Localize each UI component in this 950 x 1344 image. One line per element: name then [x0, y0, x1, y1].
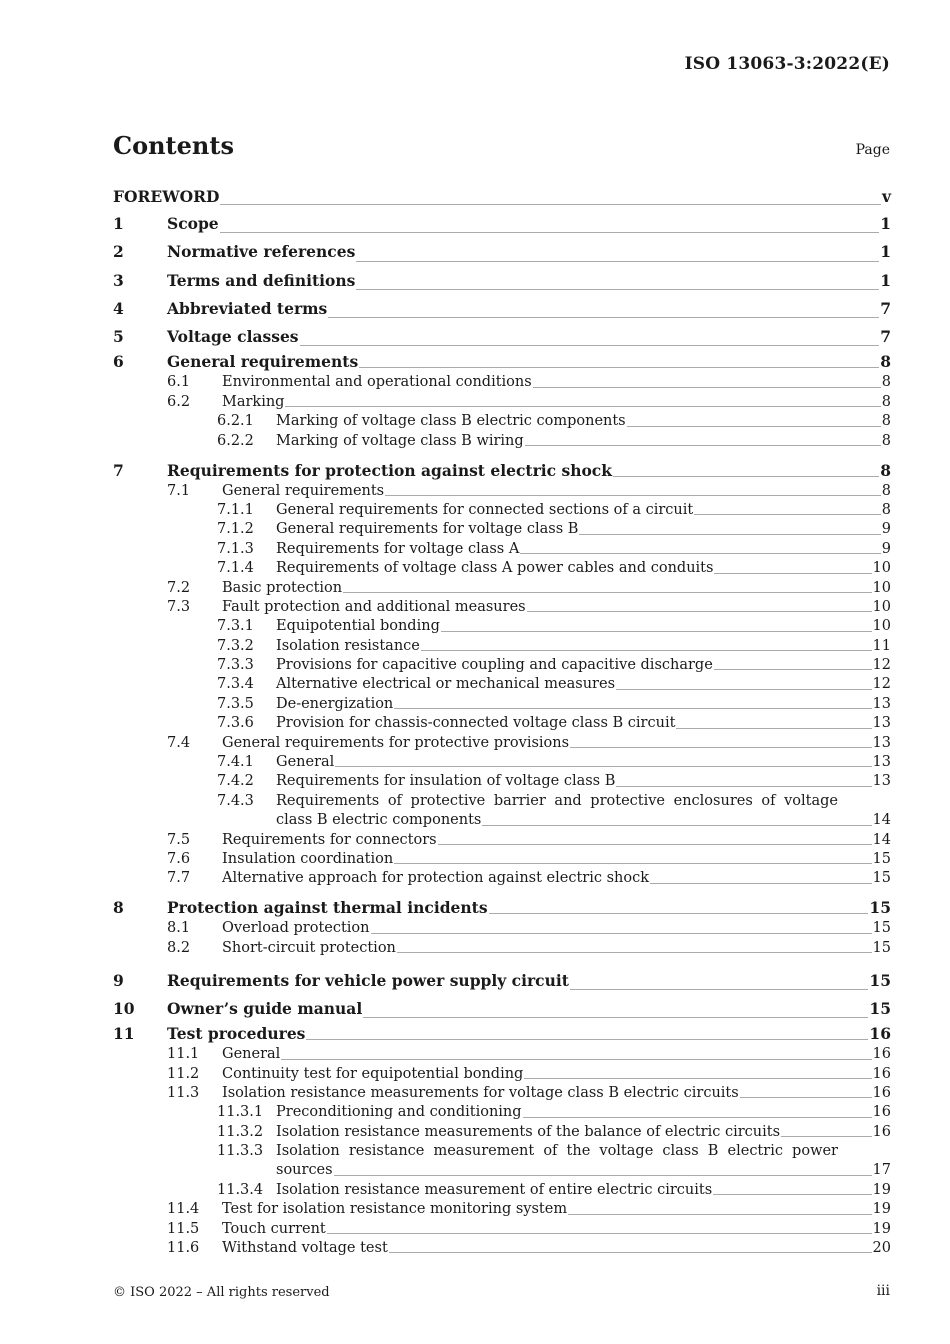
toc-entry-title: FOREWORD [113, 187, 220, 206]
toc-entry[interactable] [113, 482, 891, 501]
toc-entry[interactable] [113, 323, 891, 351]
toc-entry-title: Test procedures [167, 1024, 306, 1044]
toc-entry-number: 7.4 [167, 734, 191, 751]
toc-entry-number: 9 [113, 970, 124, 990]
toc-leader-dots [482, 825, 871, 826]
toc-leader-dots [713, 1194, 871, 1195]
toc-leader-dots [397, 952, 872, 953]
toc-leader-dots [389, 1252, 872, 1253]
toc-entry-title: Requirements for vehicle power supply circuit [167, 970, 569, 990]
toc-entry-number: 7.3.5 [217, 695, 254, 712]
toc-entry-number: 11.3.3 [217, 1143, 264, 1160]
toc-entry-title: General requirements for voltage class B [276, 521, 579, 538]
toc-entry-number: 6.1 [167, 374, 191, 391]
toc-leader-dots [220, 232, 880, 233]
toc-entry-number: 11.3.1 [217, 1104, 264, 1121]
toc-leader-dots [520, 553, 880, 554]
toc-entry[interactable] [113, 351, 891, 373]
toc-entry-page: 19 [872, 1181, 891, 1198]
toc-entry-title: Marking of voltage class B wiring [276, 432, 524, 449]
toc-entry-title: Overload protection [222, 920, 370, 937]
toc-leader-dots [343, 592, 871, 593]
toc-entry-number: 7.4.3 [217, 792, 254, 809]
toc-entry-title: Provision for chassis-connected voltage class B circuit [276, 715, 676, 732]
toc-entry-title: Alternative electrical or mechanical measures [276, 676, 616, 693]
toc-entry-title: Provisions for capacitive coupling and capacitive discharge [276, 657, 713, 674]
toc-leader-dots [327, 1233, 872, 1234]
toc-entry[interactable] [113, 695, 891, 714]
toc-leader-dots [300, 345, 880, 346]
toc-leader-dots [781, 1136, 872, 1137]
toc-entry[interactable] [113, 1045, 891, 1064]
toc-entry[interactable] [113, 869, 891, 888]
toc-entry-title: General [276, 754, 335, 771]
toc-entry-number: 7.3.2 [217, 637, 254, 654]
toc-entry-page: 8 [881, 501, 891, 518]
toc-entry-title: Voltage classes [167, 327, 299, 347]
toc-entry-number: 7.1.1 [217, 501, 254, 518]
toc-entry-number: 7.7 [167, 870, 191, 887]
toc-leader-dots [421, 650, 872, 651]
toc-leader-dots [385, 495, 881, 496]
toc-entry[interactable] [113, 1023, 891, 1045]
toc-leader-dots [359, 367, 879, 368]
toc-entry-page: 10 [872, 560, 891, 577]
toc-leader-dots [714, 669, 872, 670]
toc-entry-title: Alternative approach for protection against electric shock [222, 870, 649, 887]
toc-entry-title-continued: sources [276, 1162, 333, 1179]
toc-entry-number: 7.3.6 [217, 715, 254, 732]
toc-entry-page: 16 [872, 1084, 891, 1101]
toc-entry[interactable] [113, 520, 891, 539]
toc-entry-page: 16 [872, 1123, 891, 1140]
toc-entry[interactable] [113, 1220, 891, 1239]
toc-entry-page: 13 [872, 715, 891, 732]
toc-entry-page: 7 [880, 327, 891, 347]
toc-entry-page: 9 [881, 521, 891, 538]
toc-entry-number: 11.6 [167, 1240, 200, 1257]
toc-entry-title: Isolation resistance measurements for voltage class B electric circuits [222, 1084, 739, 1101]
toc-entry-page: 16 [872, 1104, 891, 1121]
toc-entry[interactable] [113, 850, 891, 869]
toc-leader-dots [570, 747, 871, 748]
toc-entry-number: 8.1 [167, 920, 191, 937]
contents-title: Contents [113, 131, 234, 160]
toc-entry-number: 6.2 [167, 393, 191, 410]
toc-entry-page: 8 [881, 374, 891, 391]
toc-entry-title: Requirements for protection against electric shock [167, 460, 612, 480]
toc-entry-number: 7.1.3 [217, 540, 254, 557]
toc-entry[interactable] [113, 1181, 891, 1200]
toc-entry-number: 11 [113, 1024, 135, 1044]
toc-entry-number: 7.1 [167, 482, 191, 499]
toc-entry-title: Owner’s guide manual [167, 998, 363, 1018]
toc-entry[interactable] [113, 617, 891, 636]
toc-entry-page: 7 [880, 298, 891, 318]
toc-entry-page: 16 [869, 1024, 891, 1044]
toc-entry-title: Continuity test for equipotential bonding [222, 1065, 524, 1082]
toc-entry-page: 13 [872, 695, 891, 712]
toc-leader-dots [524, 1078, 871, 1079]
toc-entry-title: Abbreviated terms [167, 298, 328, 318]
toc-entry-title: Requirements of protective barrier and protective enclosures of voltage [276, 792, 838, 809]
toc-entry[interactable] [113, 714, 891, 733]
toc-entry[interactable] [113, 184, 891, 210]
toc-entry[interactable] [113, 1123, 891, 1142]
toc-entry[interactable] [113, 210, 891, 238]
toc-entry[interactable] [113, 501, 891, 520]
toc-entry-page: 13 [872, 754, 891, 771]
toc-entry-page: 8 [881, 393, 891, 410]
toc-entry-title: General [222, 1046, 281, 1063]
toc-entry-page: 13 [872, 773, 891, 790]
toc-entry-page: 1 [880, 270, 891, 290]
toc-entry-number: 11.4 [167, 1201, 200, 1218]
toc-entry-page: 10 [872, 618, 891, 635]
toc-entry-title: Short-circuit protection [222, 939, 396, 956]
toc-entry-title-continued: class B electric components [276, 812, 482, 829]
toc-entry[interactable] [113, 919, 891, 938]
toc-leader-dots [285, 406, 880, 407]
toc-entry[interactable] [113, 831, 891, 850]
toc-entry-page: 15 [869, 998, 891, 1018]
toc-leader-dots [527, 611, 872, 612]
toc-leader-dots [441, 631, 872, 632]
toc-entry-number: 5 [113, 327, 124, 347]
toc-leader-dots [650, 883, 872, 884]
toc-leader-dots [676, 728, 871, 729]
toc-entry-number: 7.4.2 [217, 773, 254, 790]
toc-entry-title: General requirements for protective provisions [222, 734, 570, 751]
toc-entry[interactable] [113, 1142, 891, 1181]
toc-entry-number: 11.2 [167, 1065, 200, 1082]
toc-entry[interactable] [113, 939, 891, 958]
toc-leader-dots [613, 476, 879, 477]
toc-leader-dots [714, 573, 871, 574]
toc-leader-dots [568, 1214, 871, 1215]
toc-entry-title: De-energization [276, 695, 394, 712]
toc-entry-page: 12 [872, 676, 891, 693]
toc-entry[interactable] [113, 579, 891, 598]
toc-entry-title: Marking [222, 393, 285, 410]
toc-entry-page: 8 [881, 482, 891, 499]
toc-leader-dots [533, 387, 881, 388]
toc-entry-title: Requirements for connectors [222, 831, 437, 848]
toc-entry-title: Equipotential bonding [276, 618, 440, 635]
page-header: ISO 13063-3:2022(E) [684, 54, 890, 74]
toc-entry-title: Environmental and operational conditions [222, 374, 532, 391]
toc-entry[interactable] [113, 393, 891, 412]
toc-leader-dots [523, 1117, 872, 1118]
toc-entry-page: 12 [872, 657, 891, 674]
toc-entry-title: Preconditioning and conditioning [276, 1104, 522, 1121]
toc-entry-page: 15 [872, 870, 891, 887]
toc-entry[interactable] [113, 995, 891, 1023]
toc-entry[interactable] [113, 967, 891, 995]
toc-entry[interactable] [113, 897, 891, 919]
toc-entry[interactable] [113, 1065, 891, 1084]
toc-entry-number: 10 [113, 998, 135, 1018]
toc-entry-page: 8 [881, 413, 891, 430]
toc-entry-number: 3 [113, 270, 124, 290]
toc-leader-dots [328, 317, 879, 318]
toc-entry-number: 6.2.1 [217, 413, 254, 430]
toc-entry-title: General requirements for connected sections of a circuit [276, 501, 694, 518]
toc-leader-dots [438, 844, 872, 845]
toc-leader-dots [627, 426, 881, 427]
toc-entry-title: Requirements for insulation of voltage class B [276, 773, 616, 790]
toc-entry-title: Protection against thermal incidents [167, 898, 488, 918]
toc-entry-title: Marking of voltage class B electric components [276, 413, 626, 430]
toc-entry-page: 1 [880, 214, 891, 233]
toc-leader-dots [616, 786, 871, 787]
toc-entry-page: 15 [872, 850, 891, 867]
toc-entry[interactable] [113, 295, 891, 323]
toc-leader-dots [570, 989, 869, 990]
toc-entry-title: General requirements [167, 352, 359, 372]
toc-entry-number: 11.3.2 [217, 1123, 264, 1140]
footer-copyright: © ISO 2022 – All rights reserved [113, 1285, 330, 1300]
toc-entry[interactable] [113, 675, 891, 694]
toc-entry-number: 7.1.4 [217, 560, 254, 577]
toc-entry-number: 8 [113, 898, 124, 918]
toc-entry-page: 10 [872, 579, 891, 596]
table-of-contents [113, 184, 891, 1258]
toc-entry[interactable] [113, 1239, 891, 1258]
toc-entry-number: 8.2 [167, 939, 191, 956]
toc-entry[interactable] [113, 432, 891, 451]
toc-leader-dots [694, 514, 881, 515]
footer-page-number: iii [876, 1283, 890, 1299]
toc-leader-dots [489, 913, 869, 914]
toc-entry-number: 7.2 [167, 579, 191, 596]
toc-entry-page: 1 [880, 242, 891, 262]
toc-entry-title: Fault protection and additional measures [222, 598, 526, 615]
page-column-label: Page [855, 142, 890, 158]
toc-entry[interactable] [113, 1200, 891, 1219]
toc-entry-title: General requirements [222, 482, 385, 499]
toc-entry-number: 6.2.2 [217, 432, 254, 449]
toc-entry-page: 10 [872, 598, 891, 615]
toc-entry[interactable] [113, 267, 891, 295]
toc-entry-title: Isolation resistance measurement of the voltage class B electric power [276, 1143, 838, 1160]
toc-entry-title: Test for isolation resistance monitoring system [222, 1201, 568, 1218]
toc-entry-page: 13 [872, 734, 891, 751]
toc-entry-number: 7.1.2 [217, 521, 254, 538]
toc-entry[interactable] [113, 373, 891, 392]
toc-entry-title: Isolation resistance measurement of entire electric circuits [276, 1181, 713, 1198]
toc-entry-number: 11.3 [167, 1084, 200, 1101]
toc-entry-title: Scope [167, 214, 219, 233]
toc-leader-dots [394, 863, 871, 864]
toc-leader-dots [363, 1017, 868, 1018]
toc-entry-page: 14 [872, 831, 891, 848]
toc-entry-number: 7.3.4 [217, 676, 254, 693]
toc-entry-title: Withstand voltage test [222, 1240, 388, 1257]
toc-entry-page: 15 [872, 939, 891, 956]
toc-entry[interactable] [113, 238, 891, 266]
toc-entry-page: 11 [872, 637, 891, 654]
toc-entry-title: Basic protection [222, 579, 343, 596]
toc-leader-dots [525, 445, 881, 446]
toc-entry[interactable] [113, 637, 891, 656]
toc-entry-number: 4 [113, 298, 124, 318]
toc-entry-title: Touch current [222, 1220, 326, 1237]
toc-entry-page: 16 [872, 1046, 891, 1063]
toc-leader-dots [220, 204, 881, 205]
toc-entry-number: 11.1 [167, 1046, 200, 1063]
toc-entry[interactable] [113, 734, 891, 753]
toc-entry[interactable] [113, 598, 891, 617]
toc-entry[interactable] [113, 772, 891, 791]
toc-leader-dots [616, 689, 872, 690]
toc-entry[interactable] [113, 753, 891, 772]
toc-entry-page: 19 [872, 1201, 891, 1218]
toc-entry-number: 7.3 [167, 598, 191, 615]
toc-entry-title: Normative references [167, 242, 356, 262]
toc-entry-number: 1 [113, 214, 124, 233]
toc-entry-title: Terms and definitions [167, 270, 356, 290]
toc-entry[interactable] [113, 792, 891, 831]
toc-entry-page: 8 [881, 432, 891, 449]
toc-entry-page: 16 [872, 1065, 891, 1082]
toc-entry-page: v [881, 187, 891, 206]
toc-leader-dots [356, 261, 879, 262]
toc-entry[interactable] [113, 1103, 891, 1122]
toc-entry-title: Insulation coordination [222, 850, 394, 867]
toc-entry-number: 11.5 [167, 1220, 200, 1237]
toc-entry-page: 8 [880, 352, 891, 372]
toc-entry-page: 14 [872, 812, 891, 829]
toc-entry-page: 15 [872, 920, 891, 937]
toc-entry-number: 7 [113, 460, 124, 480]
toc-entry-number: 11.3.4 [217, 1181, 264, 1198]
toc-leader-dots [306, 1039, 868, 1040]
toc-entry-page: 8 [880, 460, 891, 480]
toc-entry-title: Isolation resistance [276, 637, 420, 654]
toc-entry-number: 7.5 [167, 831, 191, 848]
toc-entry[interactable] [113, 412, 891, 431]
toc-leader-dots [740, 1097, 872, 1098]
toc-entry-title: Isolation resistance measurements of the balance of electric circuits [276, 1123, 781, 1140]
toc-entry[interactable] [113, 656, 891, 675]
toc-leader-dots [394, 708, 871, 709]
toc-leader-dots [371, 933, 872, 934]
toc-entry-number: 2 [113, 242, 124, 262]
toc-entry-number: 6 [113, 352, 124, 372]
toc-entry-page: 19 [872, 1220, 891, 1237]
toc-leader-dots [281, 1059, 871, 1060]
toc-entry-page: 20 [872, 1240, 891, 1257]
toc-entry-title: Requirements for voltage class A [276, 540, 520, 557]
toc-entry[interactable] [113, 1084, 891, 1103]
toc-entry[interactable] [113, 460, 891, 482]
toc-entry-number: 7.6 [167, 850, 191, 867]
toc-entry-page: 17 [872, 1162, 891, 1179]
toc-entry-page: 15 [869, 898, 891, 918]
toc-leader-dots [334, 1175, 872, 1176]
toc-entry-page: 15 [869, 970, 891, 990]
toc-entry[interactable] [113, 559, 891, 578]
toc-leader-dots [356, 289, 879, 290]
toc-entry-page: 9 [881, 540, 891, 557]
toc-entry-number: 7.4.1 [217, 754, 254, 771]
toc-entry[interactable] [113, 540, 891, 559]
toc-entry-number: 7.3.1 [217, 618, 254, 635]
toc-entry-number: 7.3.3 [217, 657, 254, 674]
toc-leader-dots [335, 766, 871, 767]
toc-leader-dots [579, 534, 880, 535]
toc-entry-title: Requirements of voltage class A power cables and conduits [276, 560, 714, 577]
